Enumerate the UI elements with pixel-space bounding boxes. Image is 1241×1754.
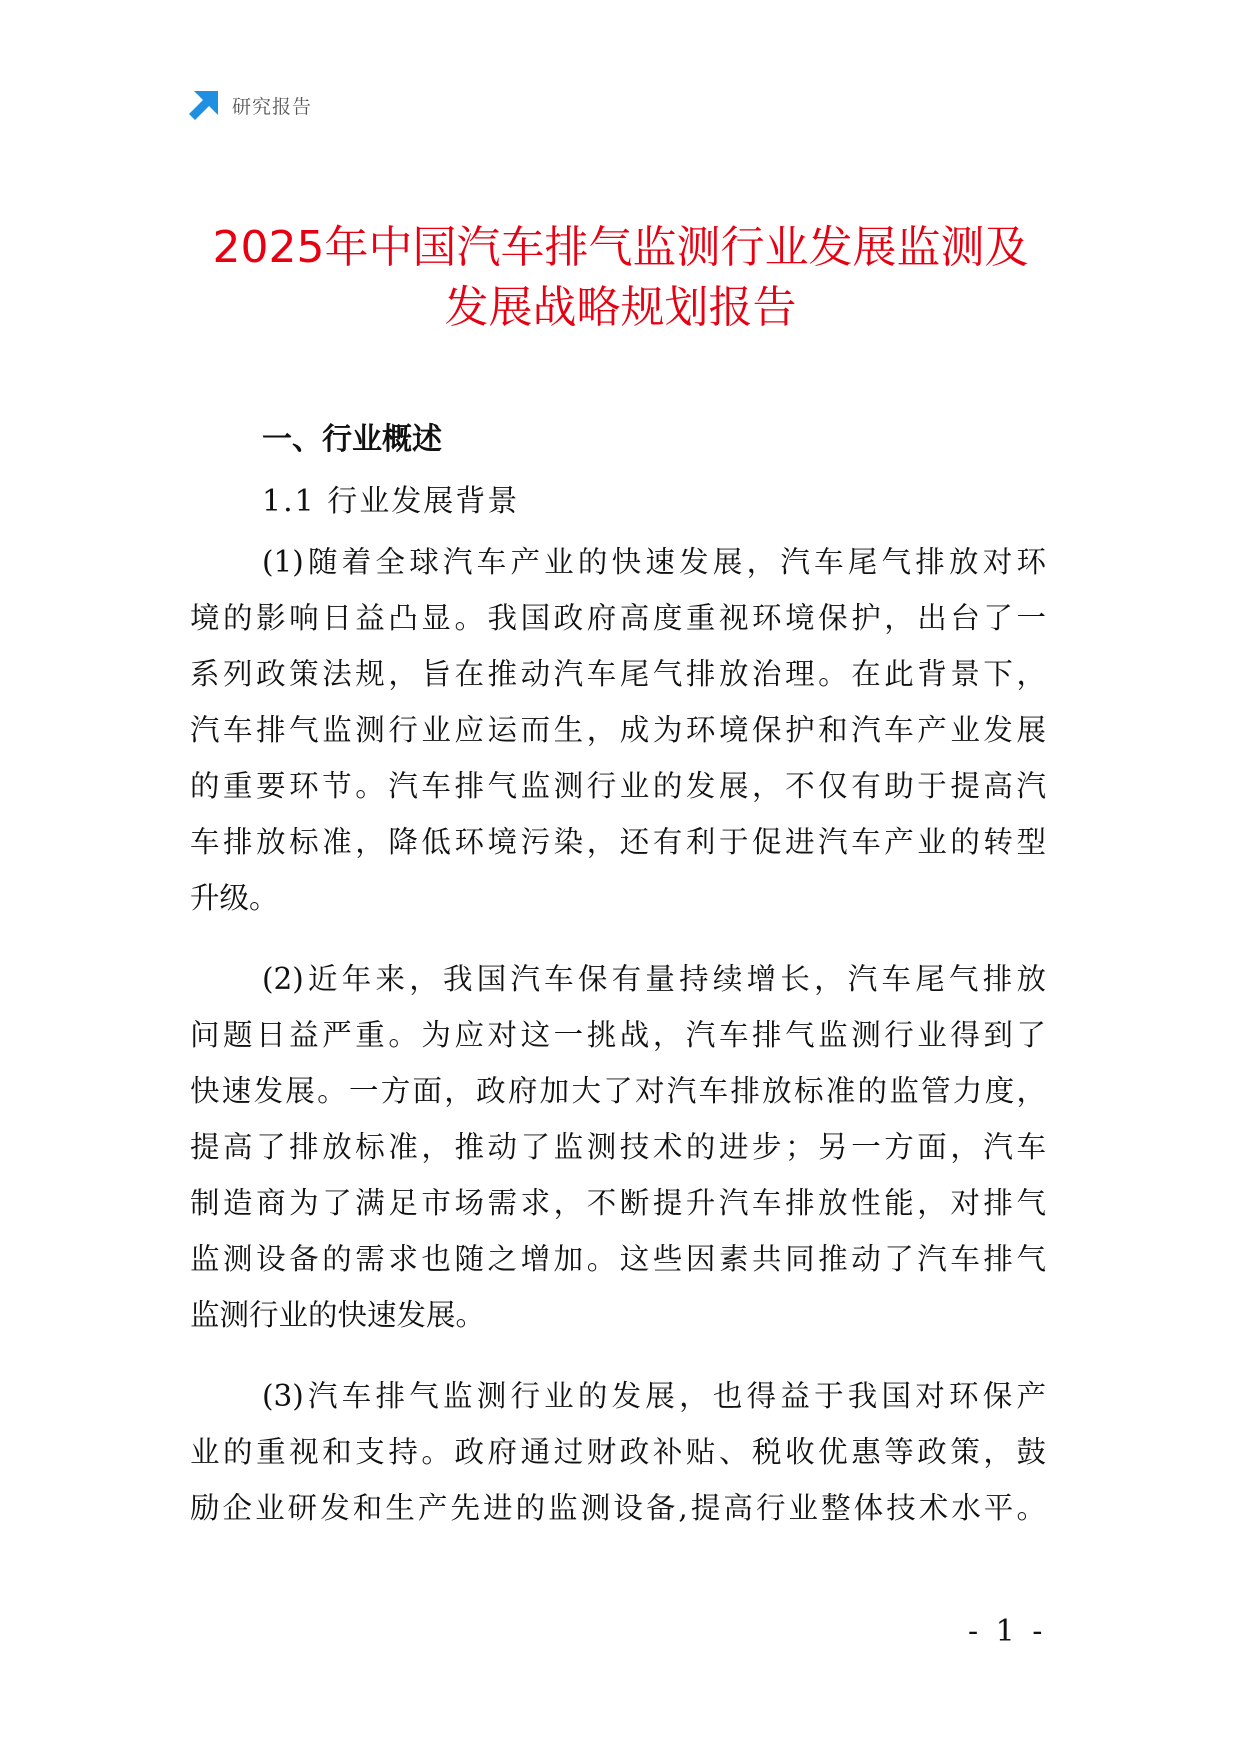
section-heading: 一、行业概述 <box>262 422 442 457</box>
paragraph-line: 升级。 <box>190 881 279 915</box>
paragraph-line: 快速发展。一方面，政府加大了对汽车排放标准的监管力度， <box>190 1074 1046 1108</box>
paragraph-line: (2)近年来，我国汽车保有量持续增长，汽车尾气排放 <box>262 962 1046 996</box>
paragraph-line: 境的影响日益凸显。我国政府高度重视环境保护，出台了一 <box>190 601 1046 635</box>
sub-heading: 1.1 行业发展背景 <box>262 484 520 519</box>
paragraph-line: 汽车排气监测行业应运而生，成为环境保护和汽车产业发展 <box>190 713 1046 747</box>
page-number: - 1 - <box>968 1614 1047 1649</box>
paragraph-line: (1)随着全球汽车产业的快速发展，汽车尾气排放对环 <box>262 545 1046 579</box>
paragraph-line: 制造商为了满足市场需求，不断提升汽车排放性能，对排气 <box>190 1186 1046 1220</box>
title-line-1: 2025年中国汽车排气监测行业发展监测及 <box>212 222 1029 273</box>
paragraph-line: (3)汽车排气监测行业的发展，也得益于我国对环保产 <box>262 1379 1046 1413</box>
title-line-2: 发展战略规划报告 <box>444 282 797 333</box>
arrow-up-right-icon <box>188 89 220 121</box>
paragraph-line: 提高了排放标准，推动了监测技术的进步；另一方面，汽车 <box>190 1130 1046 1164</box>
paragraph-line: 的重要环节。汽车排气监测行业的发展，不仅有助于提高汽 <box>190 769 1046 803</box>
header-label: 研究报告 <box>232 95 313 118</box>
document-title <box>150 218 1091 338</box>
paragraph-line: 励企业研发和生产先进的监测设备,提高行业整体技术水平。 <box>190 1491 1046 1525</box>
paragraph-line: 车排放标准，降低环境污染，还有利于促进汽车产业的转型 <box>190 825 1046 859</box>
document-header <box>188 88 312 122</box>
paragraph-line: 监测行业的快速发展。 <box>190 1298 486 1332</box>
paragraph-line: 问题日益严重。为应对这一挑战，汽车排气监测行业得到了 <box>190 1018 1046 1052</box>
paragraph-line: 业的重视和支持。政府通过财政补贴、税收优惠等政策，鼓 <box>190 1435 1046 1469</box>
paragraph-line: 监测设备的需求也随之增加。这些因素共同推动了汽车排气 <box>190 1242 1046 1276</box>
paragraph-line: 系列政策法规，旨在推动汽车尾气排放治理。在此背景下， <box>190 657 1046 691</box>
